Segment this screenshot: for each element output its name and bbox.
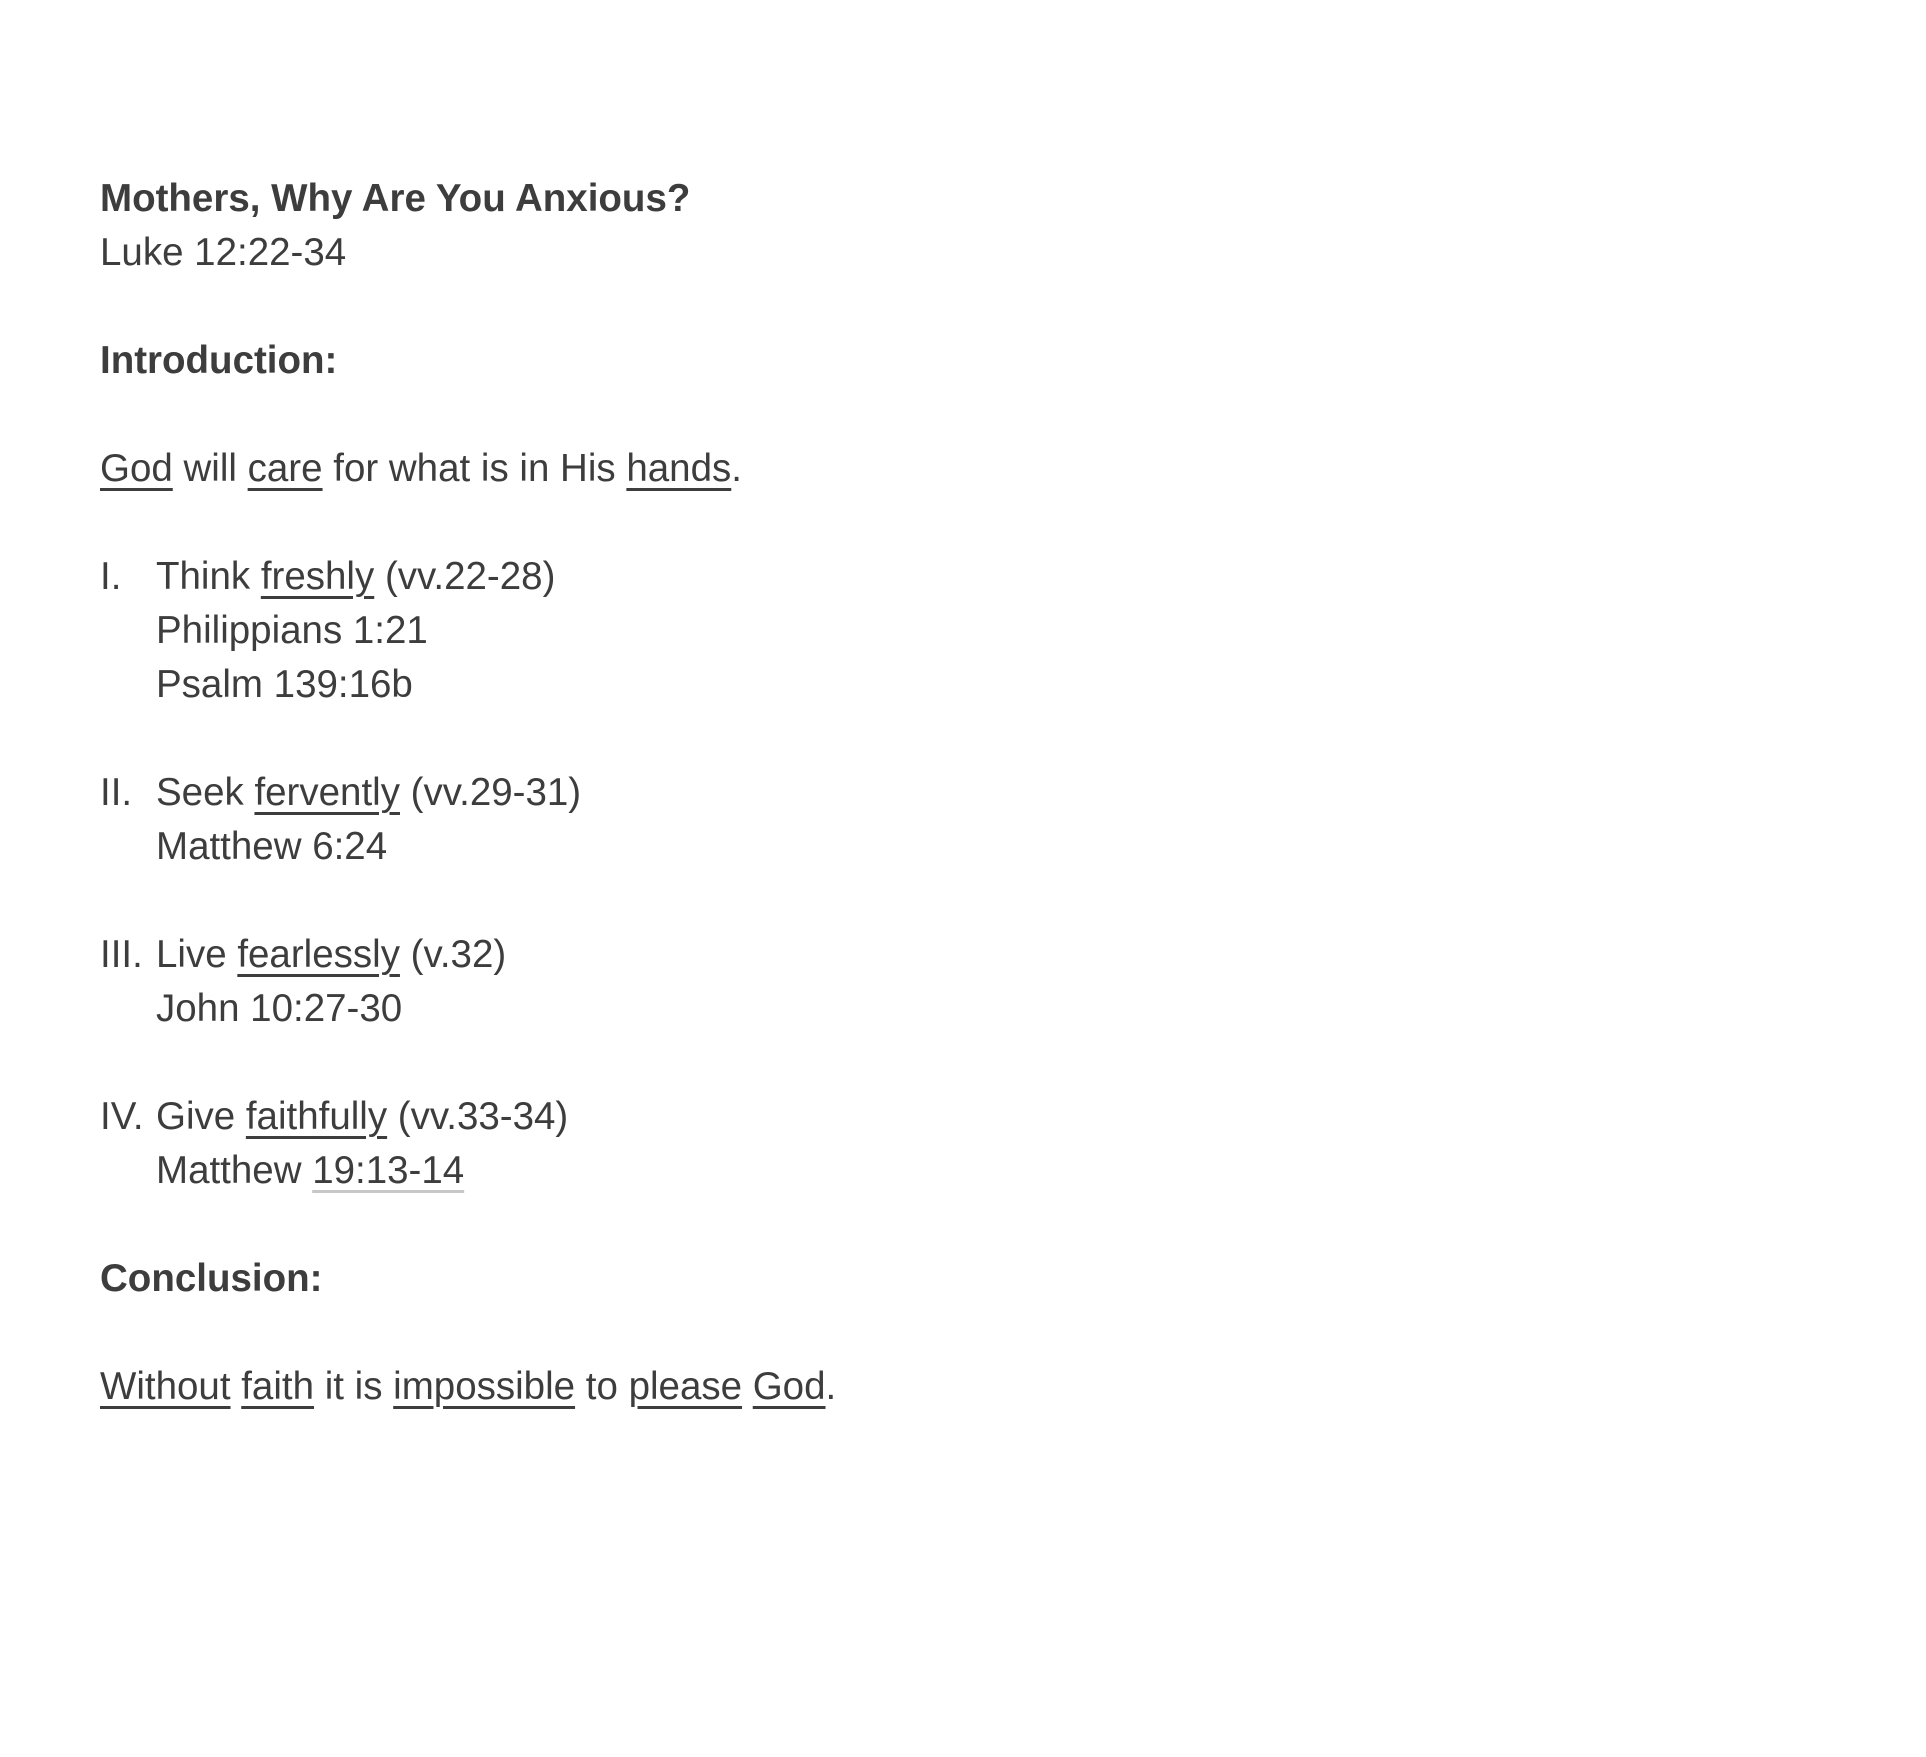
underlined-word: impossible [393,1365,576,1408]
point-heading [156,928,506,982]
text-span: to [575,1365,629,1408]
point-numeral: IV. [100,1095,144,1138]
point-heading [156,766,581,820]
main-idea-sentence [100,442,1800,496]
spacer [100,1306,1800,1360]
spacer [100,874,1800,928]
point-numeral: I. [100,555,122,598]
point-verse-range: (v.32) [399,933,507,976]
cross-reference-book: Matthew [156,1149,313,1192]
point-keyword: freshly [260,555,375,598]
point-keyword: fearlessly [237,933,400,976]
point-verb: Live [156,933,238,976]
introduction-heading: Introduction: [100,339,338,382]
spacer [100,1036,1800,1090]
text-span: for what is in His [322,447,627,490]
text-span: will [172,447,248,490]
cross-reference: Psalm 139:16b [156,663,413,706]
point-numeral: II. [100,771,133,814]
scripture-reference: Luke 12:22-34 [100,231,347,274]
text-span [742,1365,753,1408]
cross-reference: Matthew 6:24 [156,825,388,868]
point-verb: Give [156,1095,246,1138]
point-keyword: fervently [254,771,400,814]
spacer [100,712,1800,766]
cross-reference-link[interactable]: 19:13-14 [312,1149,465,1192]
spacer [100,388,1800,442]
outline-point-2 [100,766,1800,874]
outline-point-1 [100,550,1800,712]
point-numeral: III. [100,933,143,976]
point-body [156,550,555,712]
point-verb: Think [156,555,261,598]
cross-reference: John 10:27-30 [156,987,403,1030]
text-span: . [731,447,742,490]
underlined-word: God [100,447,173,490]
sermon-title: Mothers, Why Are You Anxious? [100,177,691,220]
text-span: it is [314,1365,394,1408]
sermon-outline-document [100,172,1800,1414]
cross-reference: Philippians 1:21 [156,609,428,652]
point-verb: Seek [156,771,255,814]
text-span: . [825,1365,837,1408]
point-verse-range: (vv.33-34) [387,1095,569,1138]
text-span [231,1365,242,1408]
point-heading [156,550,555,604]
point-keyword: faithfully [245,1095,388,1138]
cross-reference [156,1144,568,1198]
underlined-word: Without [100,1365,231,1408]
outline-point-3 [100,928,1800,1036]
point-body [156,1090,568,1198]
outline-point-4 [100,1090,1800,1198]
point-verse-range: (vv.22-28) [374,555,556,598]
point-heading [156,1090,568,1144]
conclusion-heading: Conclusion: [100,1257,323,1300]
closing-sentence [100,1360,1800,1414]
underlined-word: hands [626,447,732,490]
underlined-word: please [628,1365,743,1408]
point-verse-range: (vv.29-31) [399,771,582,814]
underlined-word: care [247,447,323,490]
underlined-word: God [752,1365,826,1408]
underlined-word: faith [241,1365,315,1408]
point-body [156,928,506,1036]
spacer [100,280,1800,334]
point-body [156,766,581,874]
spacer [100,496,1800,550]
spacer [100,1198,1800,1252]
